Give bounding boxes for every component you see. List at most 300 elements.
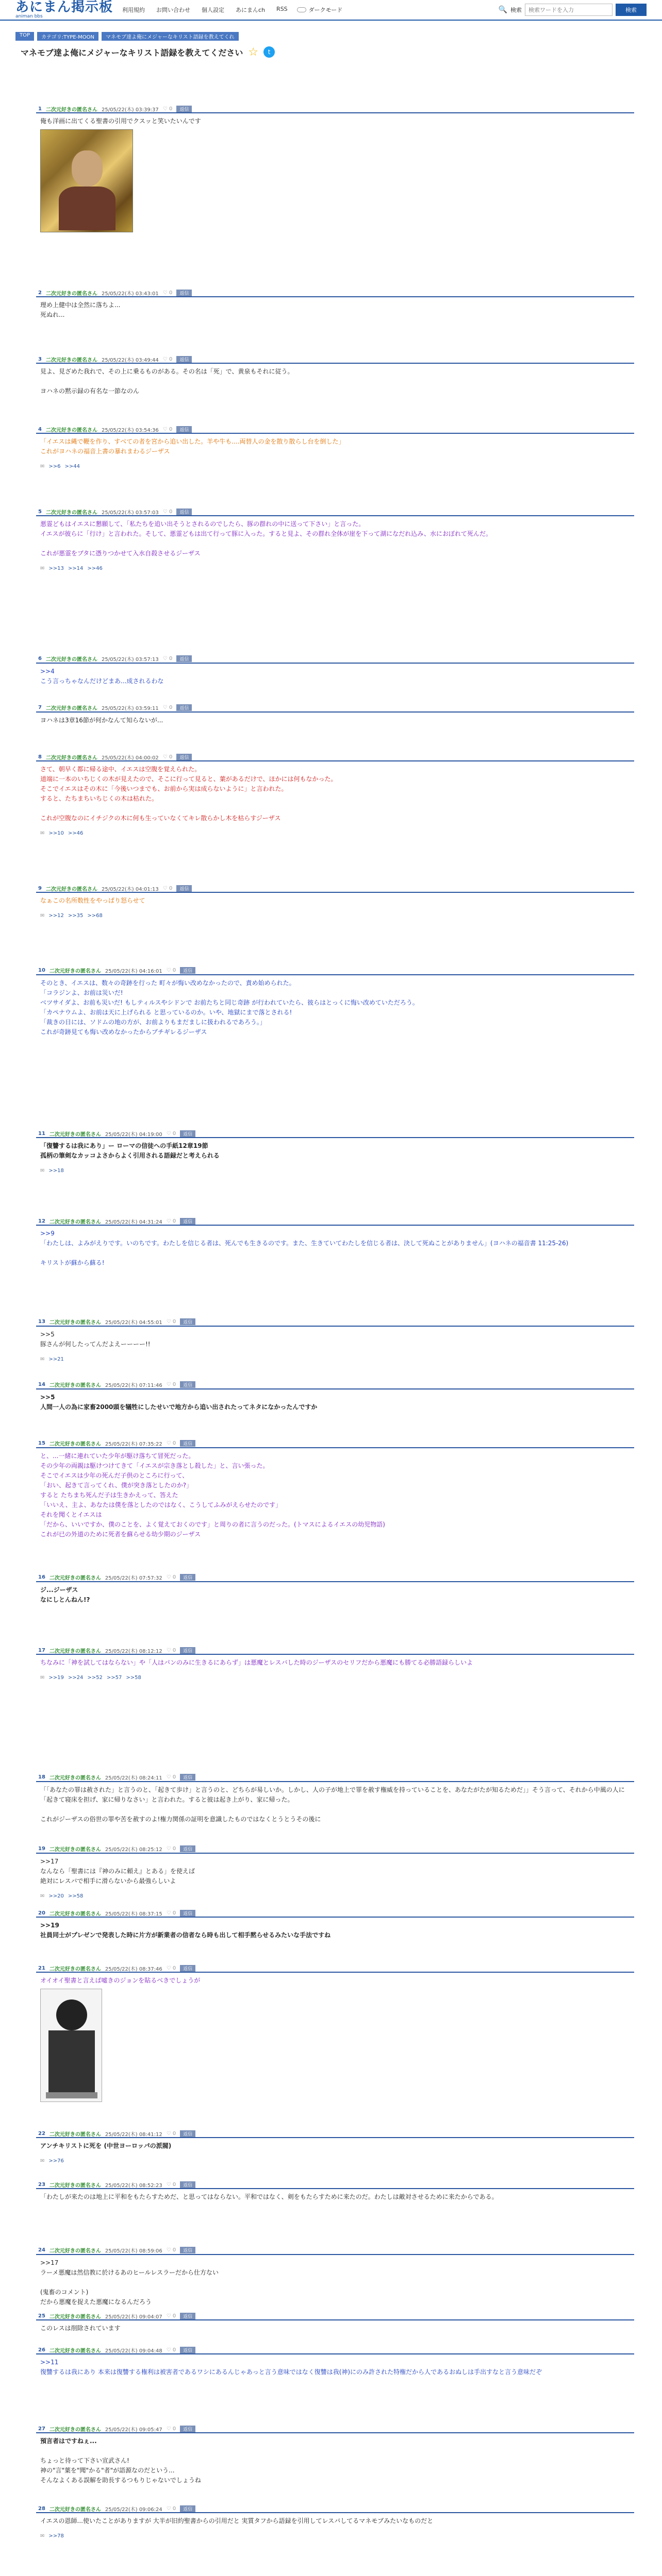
reply-button[interactable]: 返信 — [176, 754, 192, 760]
reply-link[interactable]: >>12 — [48, 913, 64, 919]
post-number[interactable]: 26 — [38, 2347, 45, 2353]
reply-icon: ✉ — [40, 913, 45, 919]
post-line: 「コラジンよ、お前は災いだ! — [40, 989, 123, 996]
crumb-top[interactable]: TOP — [15, 32, 34, 41]
logo-text: あにまん掲示板 — [15, 0, 113, 15]
search-button[interactable]: 検索 — [616, 4, 647, 16]
poster-name: 二次元好きの匿名さん — [45, 510, 97, 516]
post-line: 孤柄の筆剣なカッコよさからよく引用される語録だと考えられる — [40, 1152, 220, 1159]
poster-name: 二次元好きの匿名さん — [49, 2248, 101, 2254]
reply-button[interactable]: 返信 — [180, 1218, 195, 1225]
reply-link[interactable]: >>13 — [48, 566, 64, 571]
post — [36, 753, 634, 836]
reply-button[interactable]: 返信 — [180, 1318, 195, 1325]
like-count[interactable]: ♡ 0 — [162, 705, 173, 711]
like-value: 0 — [169, 426, 173, 432]
post-date: 25/05/22(木) 04:00:02 — [101, 755, 159, 761]
reply-button[interactable]: 返信 — [180, 967, 195, 974]
like-count[interactable]: ♡ 0 — [166, 1965, 176, 1971]
post-number[interactable]: 12 — [38, 1218, 45, 1224]
post-body — [36, 2513, 634, 2526]
like-count[interactable]: ♡ 0 — [162, 509, 173, 515]
like-count[interactable]: ♡ 0 — [166, 1440, 176, 1447]
reply-link[interactable]: >>21 — [48, 1356, 64, 1362]
post-number[interactable]: 13 — [38, 1319, 45, 1325]
post-number[interactable]: 10 — [38, 968, 45, 974]
post-body — [36, 1327, 634, 1349]
post-number[interactable]: 24 — [38, 2247, 45, 2253]
poster-name: 二次元好きの匿名さん — [45, 755, 97, 761]
post — [36, 1381, 634, 1412]
like-count[interactable]: ♡ 0 — [166, 1319, 176, 1325]
reply-link[interactable]: >>76 — [48, 2158, 64, 2164]
post-line — [40, 2446, 630, 2456]
like-count[interactable]: ♡ 0 — [166, 1910, 176, 1916]
post — [36, 1845, 634, 1899]
post-number[interactable]: 8 — [38, 754, 42, 760]
reply-links — [36, 464, 634, 469]
reply-link[interactable]: >>57 — [106, 1675, 122, 1681]
post-line: ちなみに「神を試してはならない」や「人はパンのみに生きるにあらず」は悪魔とレスバした時のジーザスのセリフだから悪魔にも勝てる必勝語録らしいよ — [40, 1659, 473, 1666]
reply-link[interactable]: >>68 — [87, 913, 103, 919]
nav-settings[interactable]: 個人設定 — [202, 7, 225, 13]
reply-link[interactable]: >>58 — [68, 1893, 84, 1899]
like-count[interactable]: ♡ 0 — [162, 356, 173, 362]
post-body — [36, 1854, 634, 1886]
image-caption-bar — [46, 2092, 97, 2098]
post-body — [36, 1448, 634, 1539]
post-line: 死ぬれ... — [40, 311, 65, 318]
reply-links — [36, 1893, 634, 1899]
like-value: 0 — [172, 1130, 176, 1137]
poster-name: 二次元好きの匿名さん — [45, 706, 97, 712]
post-line — [40, 2278, 630, 2287]
post-line: これがジーザスの俗世の罪や苦を赦すのよ!権力関係の証明を意識したものではなくとうとうその後に — [40, 1815, 321, 1823]
header-nav — [122, 6, 288, 14]
post-image[interactable] — [40, 1989, 102, 2102]
post-line — [40, 804, 630, 814]
reply-icon: ✉ — [40, 1675, 45, 1681]
poster-name: 二次元好きの匿名さん — [49, 1648, 101, 1654]
post-line: (鬼畜のコメント) — [40, 2288, 89, 2296]
like-count[interactable]: ♡ 0 — [166, 1846, 176, 1852]
post-body — [36, 2138, 634, 2151]
post-body — [36, 2433, 634, 2485]
search-input[interactable] — [525, 4, 613, 16]
crumb-category[interactable]: カテゴリ:TYPE-MOON — [37, 32, 98, 41]
post-number[interactable]: 11 — [38, 1130, 45, 1137]
reply-links — [36, 2533, 634, 2539]
post-line: キリストが蘇から蘇る! — [40, 1259, 105, 1266]
breadcrumb — [0, 21, 662, 41]
reply-icon: ✉ — [40, 1168, 45, 1174]
post — [36, 1909, 634, 1940]
like-count[interactable]: ♡ 0 — [166, 2181, 176, 2188]
like-count[interactable]: ♡ 0 — [162, 656, 173, 662]
post-number[interactable]: 28 — [38, 2505, 45, 2512]
post-number[interactable]: 7 — [38, 705, 42, 711]
like-count[interactable]: ♡ 0 — [166, 2347, 176, 2353]
post-header — [36, 2247, 634, 2255]
post — [36, 967, 634, 1037]
reply-button[interactable]: 返信 — [176, 106, 192, 112]
poster-name: 二次元好きの匿名さん — [45, 886, 97, 892]
reply-link[interactable]: >>52 — [87, 1675, 103, 1681]
post-number[interactable]: 20 — [38, 1910, 45, 1916]
reply-button[interactable]: 返信 — [180, 2247, 195, 2253]
like-count[interactable]: ♡ 0 — [166, 1130, 176, 1137]
thread-title: マネモブ達よ俺にメジャーなキリスト語録を教えてください — [21, 47, 243, 58]
like-value: 0 — [172, 1218, 176, 1224]
post-line: 「わたしが来たのは地上に平和をもたらすためだ、と思ってはならない。平和ではなく、剣をもたらすために来たのだ。わたしは敵対させるために来たからである。 — [40, 2193, 498, 2200]
like-count[interactable]: ♡ 0 — [166, 2313, 176, 2319]
post-date: 25/05/22(木) 09:04:48 — [105, 2348, 162, 2354]
reply-button[interactable]: 返信 — [180, 2313, 195, 2319]
post-line: これが奇跡見ても悔い改めなかったからブチギレるジーザス — [40, 1028, 207, 1036]
like-value: 0 — [172, 2347, 176, 2353]
post — [36, 1774, 634, 1824]
post-date: 25/05/22(木) 04:31:24 — [105, 1219, 162, 1225]
reply-link[interactable]: >>35 — [68, 913, 84, 919]
post-line: 絶対にレスバで相手に滑らないから最強らしいよ — [40, 1877, 176, 1885]
post-line: >>17 — [40, 2259, 59, 2266]
reply-button[interactable]: 返信 — [180, 1845, 195, 1852]
like-value: 0 — [172, 968, 176, 974]
poster-name: 二次元好きの匿名さん — [49, 1320, 101, 1326]
post-line: >>5 — [40, 1330, 55, 1338]
post-line: 「復讐するは我にあり」ー ローマの信徒への手紙12章19節 — [40, 1142, 208, 1149]
post-body — [36, 1918, 634, 1940]
like-value: 0 — [169, 705, 173, 711]
post-number[interactable]: 1 — [38, 106, 42, 112]
post-line: なにしとんねん!? — [40, 1596, 90, 1603]
post-body — [36, 2189, 634, 2202]
post-number[interactable]: 4 — [38, 426, 42, 432]
like-count[interactable]: ♡ 0 — [162, 290, 173, 296]
post-number[interactable]: 6 — [38, 656, 42, 662]
post-header — [36, 1909, 634, 1918]
poster-name: 二次元好きの匿名さん — [45, 357, 97, 363]
post-header — [36, 2346, 634, 2354]
post-header — [36, 508, 634, 516]
post-body — [36, 761, 634, 823]
post — [36, 1440, 634, 1539]
poster-name: 二次元好きの匿名さん — [49, 1219, 101, 1225]
post-line: アンチキリストに死を (中世ヨーロッパの派閥) — [40, 2142, 172, 2150]
post — [36, 1130, 634, 1174]
poster-name: 二次元好きの匿名さん — [49, 1383, 101, 1389]
reply-link[interactable]: >>6 — [48, 464, 61, 470]
nav-contact[interactable]: お問い合わせ — [156, 7, 191, 13]
post-body — [36, 1389, 634, 1412]
like-value: 0 — [172, 1319, 176, 1325]
reply-button[interactable]: 返信 — [176, 704, 192, 711]
reply-links — [36, 566, 634, 571]
post — [36, 2181, 634, 2202]
poster-name: 二次元好きの匿名さん — [49, 1442, 101, 1448]
post-header — [36, 753, 634, 761]
post-line: 悪霊どもはイエスに懇願して、「私たちを追い出そうとされるのでしたら、豚の群れの中に送って下さい」と言った。 — [40, 520, 365, 528]
like-value: 0 — [172, 2313, 176, 2319]
post-line: >>19 — [40, 1922, 59, 1929]
post-header — [36, 1440, 634, 1448]
poster-name: 二次元好きの匿名さん — [49, 2427, 101, 2433]
like-count[interactable]: ♡ 0 — [162, 426, 173, 432]
post-line: ジ...ジーザス — [40, 1586, 78, 1594]
post-line: そこでイエスは少年の死んだ子供のところに行って、 — [40, 1471, 189, 1479]
post-number[interactable]: 23 — [38, 2181, 45, 2188]
post-line: 「「あなたの罪は赦された」と言うのと、「起きて歩け」と言うのと、どちらが易しいか。しかし、人の子が地上で罪を赦す権威を持っていることを、あなたがたが知るためだ」」そう言って、それから中風の人に「起きて寝床を担げ、家に帰りなさい」と言われた。すると彼は起き上がり、家に帰った。 — [40, 1786, 625, 1803]
post-line: そんなよくある誤解を助長するつもりじゃないでしょうね — [40, 2477, 201, 2484]
like-count[interactable]: ♡ 0 — [162, 885, 173, 891]
post-body — [36, 664, 634, 686]
like-count[interactable]: ♡ 0 — [166, 968, 176, 974]
reply-links — [36, 1675, 634, 1681]
post-line: >>4 — [40, 667, 55, 675]
post-header — [36, 2505, 634, 2513]
post-number[interactable]: 2 — [38, 290, 42, 296]
like-count[interactable]: ♡ 0 — [166, 1647, 176, 1653]
reply-link[interactable]: >>46 — [87, 566, 103, 571]
post-body — [36, 713, 634, 725]
post-line: これが悪霊をブタに憑りつかせて入水自殺させるジーザス — [40, 550, 201, 557]
post — [36, 2130, 634, 2164]
reply-link[interactable]: >>18 — [48, 1168, 64, 1174]
post-header — [36, 1774, 634, 1782]
reply-icon: ✉ — [40, 1356, 45, 1362]
reply-button[interactable]: 返信 — [176, 426, 192, 433]
post-line: 「イエスは縄で鞭を作り、すべての者を宮から追い出した。羊や牛も....両替人の金を散り散らし台を倒した」 — [40, 438, 345, 446]
reply-link[interactable]: >>19 — [48, 1675, 64, 1681]
search-area — [499, 4, 647, 16]
nav-animanch[interactable]: あにまんch — [236, 7, 266, 13]
post-body — [36, 1226, 634, 1268]
post-header — [36, 2181, 634, 2189]
like-count[interactable]: ♡ 0 — [166, 2130, 176, 2137]
toggle-switch[interactable] — [297, 7, 306, 12]
post-line: ちょっと待って下さい宣武さん! — [40, 2457, 129, 2465]
reply-link[interactable]: >>44 — [64, 464, 80, 470]
post-line: そこでイエスはその木に「今後いつまでも、お前から実は成らないように」と言われた。 — [40, 785, 288, 792]
like-value: 0 — [172, 1965, 176, 1971]
post-number[interactable]: 27 — [38, 2426, 45, 2432]
post — [36, 289, 634, 320]
post-body — [36, 1782, 634, 1824]
reply-button[interactable]: 返信 — [180, 1440, 195, 1447]
post-body — [36, 1582, 634, 1605]
post-date: 25/05/22(木) 08:24:11 — [105, 1775, 162, 1781]
post-date: 25/05/22(木) 09:04:07 — [105, 2314, 162, 2320]
post-line: ラーメ悪魔は然信教に於けるあのヒールレスラーだから仕方ない — [40, 2268, 219, 2276]
post-number[interactable]: 22 — [38, 2130, 45, 2137]
reply-button[interactable]: 返信 — [180, 2426, 195, 2432]
post-header — [36, 1318, 634, 1327]
post-line: ヨハネの黙示録の有名な一節なのん — [40, 387, 140, 395]
post-line: 復讐するは我にあり 本来は復讐する権利は被害者であるワシにあるんじゃあっと言う意味ではなく復讐は我(神)にのみ許された特権だから人であるおぬしは手出すなと言う意味だぞ — [40, 2368, 542, 2376]
reply-button[interactable]: 返信 — [180, 1965, 195, 1972]
post-number[interactable]: 3 — [38, 356, 42, 362]
post-number[interactable]: 18 — [38, 1774, 45, 1780]
reply-button[interactable]: 返信 — [180, 1647, 195, 1654]
post-date: 25/05/22(木) 03:57:03 — [101, 510, 159, 516]
darkmode-toggle[interactable] — [297, 6, 343, 14]
reply-icon: ✉ — [40, 2533, 45, 2539]
site-logo[interactable] — [15, 1, 113, 19]
post — [36, 2346, 634, 2377]
post-number[interactable]: 15 — [38, 1440, 45, 1447]
nav-terms[interactable]: 利用規約 — [122, 7, 145, 13]
post-image[interactable] — [40, 129, 133, 232]
post-line — [40, 377, 630, 386]
poster-name: 二次元好きの匿名さん — [45, 657, 97, 663]
post-body — [36, 975, 634, 1037]
poster-name: 二次元好きの匿名さん — [49, 1911, 101, 1917]
post-line: 「だから、いいですか、僕のことを、よく覚えておくのです」と周りの者に言うのだった。(トマスによるイエスの幼児物語) — [40, 1520, 385, 1528]
like-count[interactable]: ♡ 0 — [166, 2426, 176, 2432]
post-line: >>11 — [40, 2359, 59, 2366]
post-date: 25/05/22(木) 08:59:06 — [105, 2248, 162, 2254]
reply-links — [36, 2158, 634, 2164]
post-line: だから悪魔を捉えた悪魔になるんだろう — [40, 2298, 152, 2306]
post-date: 25/05/22(木) 04:01:13 — [101, 886, 159, 892]
post-line: 俺も洋画に出てくる聖書の引用でクスッと笑いたいんです — [40, 117, 201, 125]
image-face — [72, 150, 103, 187]
reply-button[interactable]: 返信 — [180, 1574, 195, 1581]
reply-button[interactable]: 返信 — [180, 1774, 195, 1781]
post-number[interactable]: 9 — [38, 885, 42, 891]
post-number[interactable]: 17 — [38, 1647, 45, 1653]
post-header — [36, 1381, 634, 1389]
post-number[interactable]: 21 — [38, 1965, 45, 1971]
like-count[interactable]: ♡ 0 — [166, 1774, 176, 1780]
nav-rss[interactable]: RSS — [276, 6, 288, 12]
reply-icon: ✉ — [40, 2158, 45, 2164]
like-count[interactable]: ♡ 0 — [166, 2505, 176, 2512]
reply-link[interactable]: >>58 — [126, 1675, 141, 1681]
post-header — [36, 2312, 634, 2320]
post-line: 豚さんが何したってんだよえーーーー!! — [40, 1340, 151, 1348]
post-line: これが已の外道のために死者を蘇らせる幼少期のジーザス — [40, 1530, 201, 1538]
reply-button[interactable]: 返信 — [176, 885, 192, 892]
post-header — [36, 426, 634, 434]
post — [36, 105, 634, 232]
post-date: 25/05/22(木) 08:25:12 — [105, 1847, 162, 1853]
post-body — [36, 364, 634, 396]
post-body — [36, 2354, 634, 2377]
like-value: 0 — [172, 2181, 176, 2188]
reply-link[interactable]: >>20 — [48, 1893, 64, 1899]
favorite-star-icon[interactable]: ☆ — [248, 45, 259, 59]
reply-button[interactable]: 返信 — [180, 2181, 195, 2188]
post — [36, 885, 634, 919]
reply-link[interactable]: >>46 — [68, 831, 84, 836]
crumb-thread[interactable]: マネモブ達よ俺にメジャーなキリスト語録を教えてくれ — [102, 32, 239, 41]
like-value: 0 — [172, 1440, 176, 1447]
like-value: 0 — [172, 2130, 176, 2137]
post-line: イエスの恩師...使いたことがありますが 大半が旧約聖書からの引用だと 実質タフから語録を引用してレスバしてるマネモブみたいなものだと — [40, 2517, 434, 2524]
like-count[interactable]: ♡ 0 — [166, 1218, 176, 1224]
post-header — [36, 2130, 634, 2138]
post-line: ベツサイダよ、お前も災いだ! もしティルスやシドンで お前たちと同じ奇跡 が行われていたら、彼らはとっくに悔い改めていただろう。 — [40, 998, 419, 1006]
reply-button[interactable]: 返信 — [180, 1130, 195, 1137]
reply-link[interactable]: >>14 — [68, 566, 84, 571]
post-number[interactable]: 5 — [38, 509, 42, 515]
post-number[interactable]: 19 — [38, 1846, 45, 1852]
post — [36, 355, 634, 396]
search-label: 検索 — [510, 7, 522, 13]
like-value: 0 — [169, 106, 173, 112]
reply-button[interactable]: 返信 — [176, 655, 192, 662]
reply-button[interactable]: 返信 — [176, 290, 192, 296]
poster-name: 二次元好きの匿名さん — [49, 969, 101, 975]
post-number[interactable]: 14 — [38, 1382, 45, 1388]
post-line: 社員同士がプレゼンで発表した時に片方が新業者の信者なら時も出して相手黙らせるみたいな手法ですね — [40, 1931, 331, 1939]
reply-button[interactable]: 返信 — [176, 356, 192, 363]
post — [36, 704, 634, 725]
post-header — [36, 1647, 634, 1655]
poster-name: 二次元好きの匿名さん — [49, 1847, 101, 1853]
like-count[interactable]: ♡ 0 — [162, 106, 173, 112]
image-robe — [59, 187, 115, 230]
poster-name: 二次元好きの匿名さん — [49, 2348, 101, 2354]
reply-button[interactable]: 返信 — [176, 509, 192, 515]
reply-link[interactable]: >>10 — [48, 831, 64, 836]
post-line — [40, 1248, 630, 1258]
post-date: 25/05/22(木) 08:37:15 — [105, 1911, 162, 1917]
like-count[interactable]: ♡ 0 — [166, 2247, 176, 2253]
reply-button[interactable]: 返信 — [180, 2130, 195, 2137]
like-count[interactable]: ♡ 0 — [162, 754, 173, 760]
reply-button[interactable]: 返信 — [180, 1910, 195, 1917]
post-date: 25/05/22(木) 03:43:01 — [101, 291, 159, 297]
post-header — [36, 967, 634, 975]
post-line: オイオイ聖書と言えば嘘きのジョンを貼るべきでしょうが — [40, 1977, 201, 1985]
like-count[interactable]: ♡ 0 — [166, 1382, 176, 1388]
reply-button[interactable]: 返信 — [180, 2505, 195, 2512]
poster-name: 二次元好きの匿名さん — [49, 1575, 101, 1582]
post-body — [36, 516, 634, 558]
post — [36, 1647, 634, 1681]
post-line: >>17 — [40, 1857, 59, 1865]
post-number[interactable]: 25 — [38, 2313, 45, 2319]
reply-button[interactable]: 返信 — [180, 1381, 195, 1388]
post-line: それを聞くとイエスは — [40, 1511, 102, 1518]
post-body — [36, 2255, 634, 2307]
twitter-share-icon[interactable]: t — [263, 46, 275, 58]
poster-name: 二次元好きの匿名さん — [49, 1131, 101, 1138]
post-date: 25/05/22(木) 03:57:13 — [101, 657, 159, 663]
reply-button[interactable]: 返信 — [180, 2347, 195, 2353]
like-value: 0 — [169, 754, 173, 760]
like-count[interactable]: ♡ 0 — [166, 1574, 176, 1581]
poster-name: 二次元好きの匿名さん — [45, 291, 97, 297]
post-line: 見よ、見ざめた我れで、その上に乗るものがある。その名は「死」で、黄泉もそれに従う。 — [40, 368, 294, 376]
reply-link[interactable]: >>24 — [68, 1675, 84, 1681]
post-date: 25/05/22(木) 04:55:01 — [105, 1320, 162, 1326]
post-line: なぁこの名所数性をやっぱり怒らせて — [40, 897, 145, 904]
post-number[interactable]: 16 — [38, 1574, 45, 1581]
poster-name: 二次元好きの匿名さん — [49, 2131, 101, 2138]
reply-link[interactable]: >>78 — [48, 2533, 64, 2539]
post-line — [40, 539, 630, 549]
post-header — [36, 655, 634, 664]
post — [36, 508, 634, 571]
post-header — [36, 704, 634, 713]
reply-links — [36, 831, 634, 836]
reply-icon: ✉ — [40, 464, 45, 470]
post — [36, 1574, 634, 1605]
post-body — [36, 1655, 634, 1668]
